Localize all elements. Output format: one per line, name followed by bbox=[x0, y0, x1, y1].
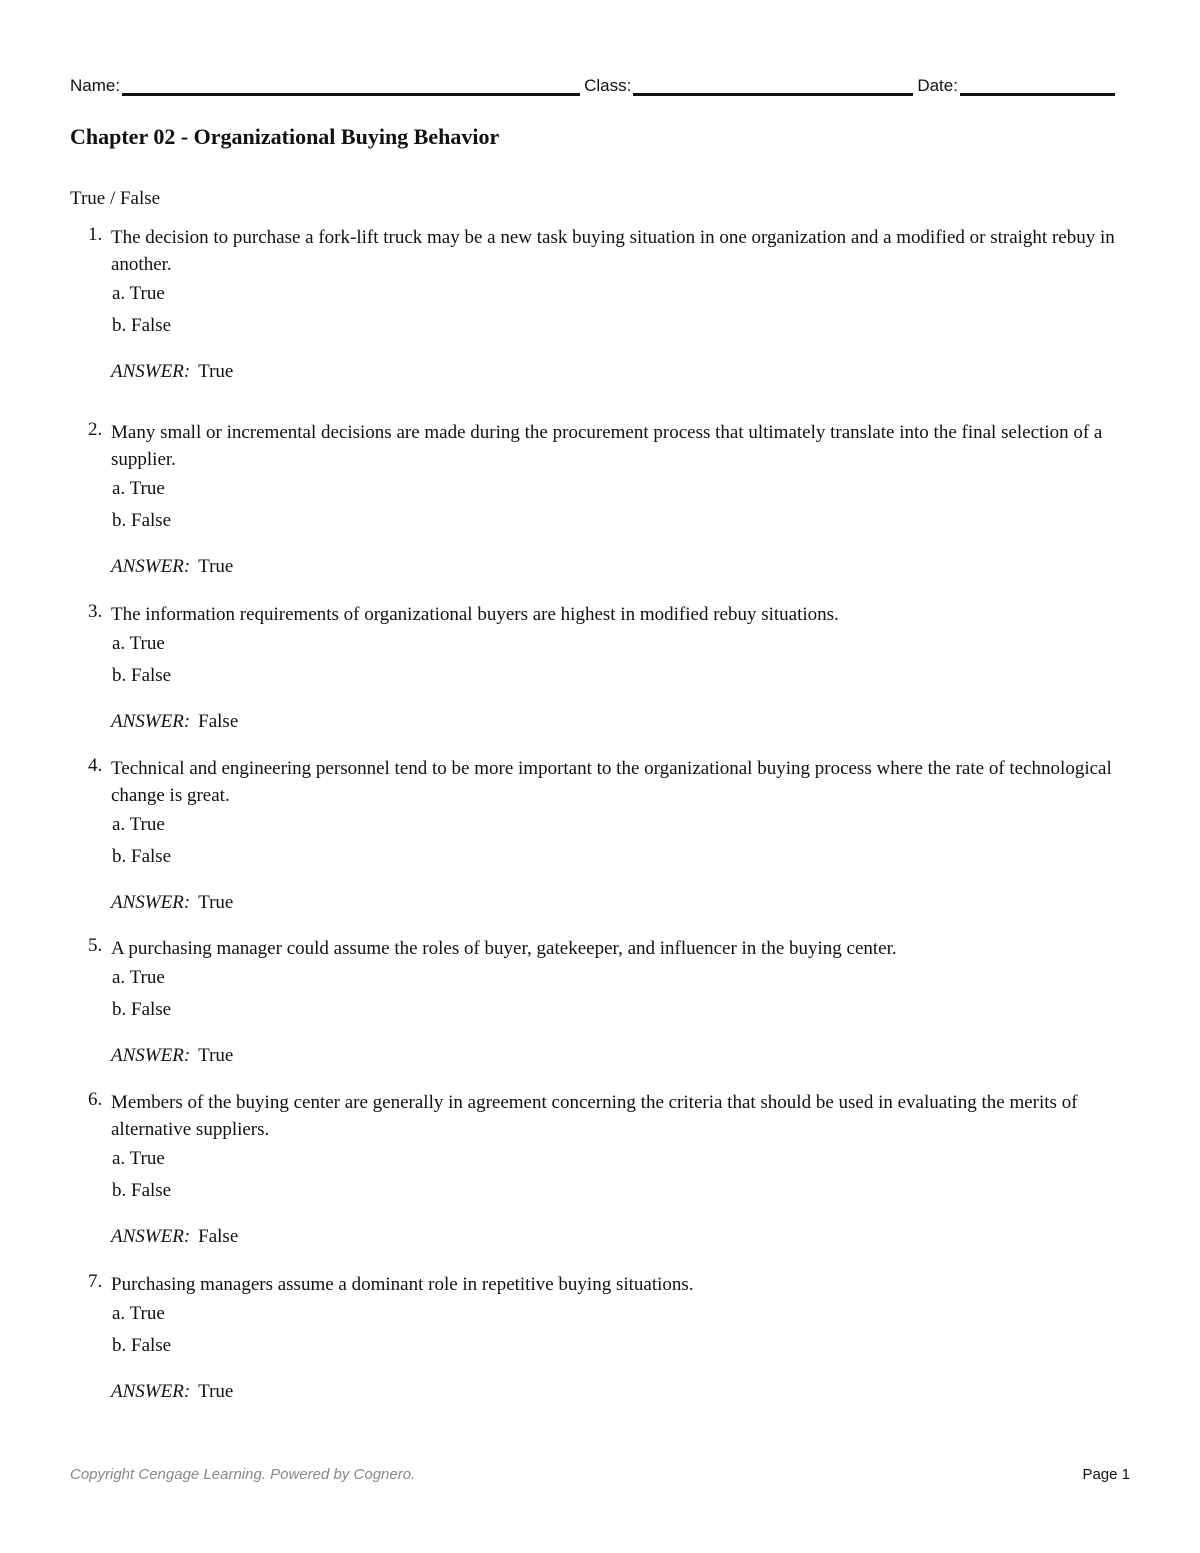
option-true: a. True bbox=[112, 283, 165, 304]
option-false: b. False bbox=[112, 1335, 172, 1356]
question-item bbox=[88, 419, 1138, 580]
question-item bbox=[88, 755, 1138, 916]
answer-label: ANSWER: bbox=[111, 892, 191, 913]
answer-label: ANSWER: bbox=[111, 361, 191, 382]
question-number: 3. bbox=[88, 601, 103, 622]
answer-label: ANSWER: bbox=[111, 1045, 191, 1066]
option-true: a. True bbox=[112, 967, 165, 988]
answer-label: ANSWER: bbox=[111, 556, 191, 577]
question-number: 4. bbox=[88, 755, 103, 776]
class-field-line bbox=[633, 73, 913, 96]
option-true: a. True bbox=[112, 478, 165, 499]
question-text: Many small or incremental decisions are made during the procurement process that ultimately translate into the final selection of a supplier. bbox=[111, 422, 1103, 470]
question-item bbox=[88, 601, 1138, 735]
option-true: a. True bbox=[112, 1303, 165, 1324]
option-true: a. True bbox=[112, 814, 165, 835]
footer bbox=[70, 1466, 1130, 1483]
option-false: b. False bbox=[112, 1180, 172, 1201]
question-item bbox=[88, 224, 1138, 385]
option-true: a. True bbox=[112, 633, 165, 654]
question-item bbox=[88, 1089, 1138, 1250]
answer-line bbox=[111, 358, 1138, 385]
answer-label: ANSWER: bbox=[111, 1226, 191, 1247]
option-false: b. False bbox=[112, 846, 172, 867]
question-text: Purchasing managers assume a dominant role in repetitive buying situations. bbox=[111, 1274, 694, 1295]
question-number: 1. bbox=[88, 224, 103, 245]
question-text: The decision to purchase a fork-lift truck may be a new task buying situation in one organization and a modified or straight rebuy in another. bbox=[111, 227, 1115, 275]
question-number: 7. bbox=[88, 1271, 103, 1292]
answer-line bbox=[111, 708, 1138, 735]
section-heading: True / False bbox=[70, 188, 161, 209]
answer-value: False bbox=[198, 1226, 239, 1247]
option-true: a. True bbox=[112, 1148, 165, 1169]
answer-line bbox=[111, 1378, 1138, 1405]
name-label: Name: bbox=[70, 76, 121, 95]
option-false: b. False bbox=[112, 665, 172, 686]
answer-line bbox=[111, 1223, 1138, 1250]
question-text: A purchasing manager could assume the roles of buyer, gatekeeper, and influencer in the buying center. bbox=[111, 938, 897, 959]
copyright-text: Copyright Cengage Learning. Powered by Cognero. bbox=[70, 1466, 416, 1483]
question-text: Technical and engineering personnel tend to be more important to the organizational buying process where the rate of technological change is great. bbox=[111, 758, 1112, 806]
answer-value: True bbox=[198, 361, 234, 382]
answer-value: False bbox=[198, 711, 239, 732]
question-item bbox=[88, 1271, 1138, 1405]
question-text: Members of the buying center are generally in agreement concerning the criteria that should be used in evaluating the merits of alternative suppliers. bbox=[111, 1092, 1078, 1140]
page-number: Page 1 bbox=[1082, 1466, 1130, 1483]
answer-value: True bbox=[198, 1045, 234, 1066]
answer-label: ANSWER: bbox=[111, 1381, 191, 1402]
answer-value: True bbox=[198, 556, 234, 577]
date-field-line bbox=[960, 73, 1115, 96]
page-title: Chapter 02 - Organizational Buying Behavior bbox=[70, 124, 500, 149]
answer-line bbox=[111, 553, 1138, 580]
question-number: 2. bbox=[88, 419, 103, 440]
name-field-line bbox=[122, 73, 580, 96]
option-false: b. False bbox=[112, 510, 172, 531]
answer-label: ANSWER: bbox=[111, 711, 191, 732]
student-info-header bbox=[70, 72, 1130, 96]
question-number: 5. bbox=[88, 935, 103, 956]
answer-line bbox=[111, 889, 1138, 916]
date-label: Date: bbox=[917, 76, 958, 95]
answer-value: True bbox=[198, 1381, 234, 1402]
answer-value: True bbox=[198, 892, 234, 913]
option-false: b. False bbox=[112, 315, 172, 336]
option-false: b. False bbox=[112, 999, 172, 1020]
question-text: The information requirements of organizational buyers are highest in modified rebuy situations. bbox=[111, 604, 839, 625]
question-item bbox=[88, 935, 1138, 1069]
answer-line bbox=[111, 1042, 1138, 1069]
question-number: 6. bbox=[88, 1089, 103, 1110]
class-label: Class: bbox=[584, 76, 632, 95]
